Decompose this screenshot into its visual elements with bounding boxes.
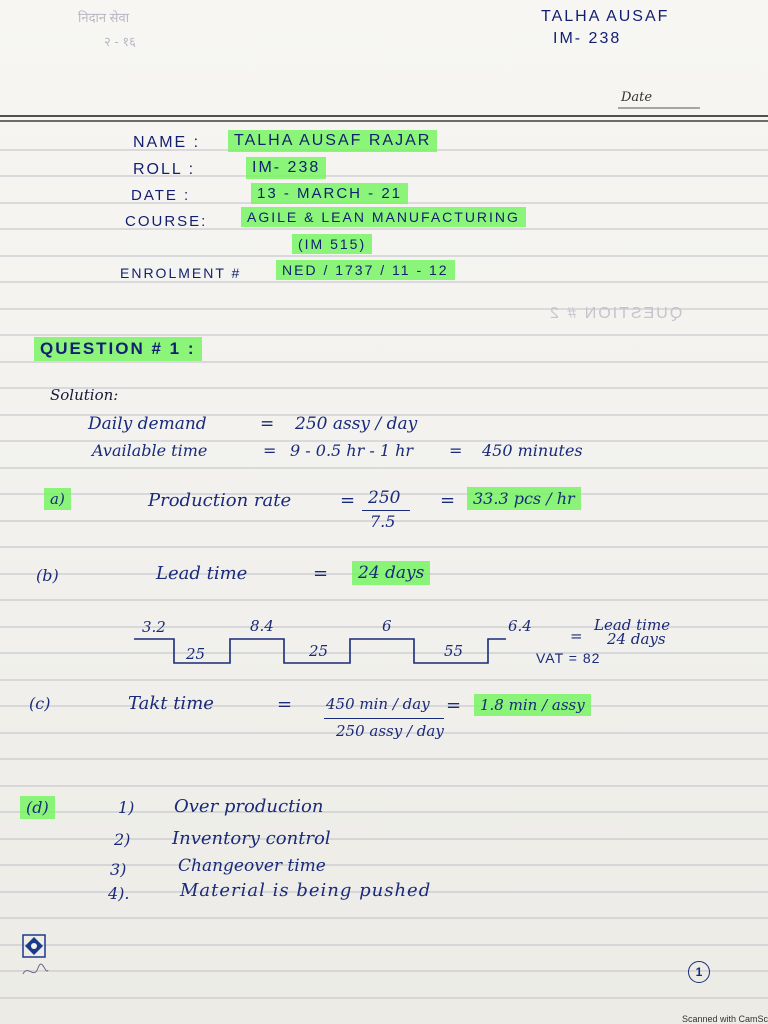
production-rate-label: Production rate bbox=[148, 490, 292, 511]
takt-time-numerator: 450 min / day bbox=[326, 695, 430, 713]
takt-time-equals: = bbox=[277, 694, 293, 715]
vat-total: VAT = 82 bbox=[536, 650, 601, 666]
list-item-number-4: 4). bbox=[108, 884, 130, 903]
lead-time-answer: 24 days bbox=[352, 561, 430, 585]
list-item-number-1: 1) bbox=[118, 798, 135, 817]
date-field-label: Date bbox=[621, 90, 653, 105]
top-right-roll: IM- 238 bbox=[553, 30, 622, 47]
part-b-label: (b) bbox=[36, 566, 59, 585]
production-rate-equals-2: = bbox=[440, 490, 456, 511]
part-a-label: a) bbox=[44, 488, 71, 510]
list-item-text-1: Over production bbox=[174, 796, 324, 817]
lead-time-equals: = bbox=[313, 563, 329, 584]
solution-label: Solution: bbox=[50, 386, 119, 404]
part-c-label: (c) bbox=[29, 694, 51, 713]
list-item-text-2: Inventory control bbox=[172, 828, 331, 849]
available-time-value: 450 minutes bbox=[482, 441, 583, 460]
course-label: COURSE: bbox=[125, 213, 208, 230]
demand-value: 250 assy / day bbox=[295, 414, 418, 434]
enrolment-value: NED / 1737 / 11 - 12 bbox=[276, 260, 455, 280]
available-time-label: Available time bbox=[92, 441, 208, 460]
notebook-brand-mark-icon bbox=[20, 960, 50, 984]
takt-time-answer: 1.8 min / assy bbox=[474, 694, 591, 716]
list-item-number-3: 3) bbox=[110, 860, 127, 879]
course-value: AGILE & LEAN MANUFACTURING bbox=[241, 207, 526, 227]
page-number: 1 bbox=[688, 961, 710, 983]
available-time-equals: = bbox=[263, 441, 277, 460]
available-time-equals-2: = bbox=[449, 441, 463, 460]
date-label: DATE : bbox=[131, 187, 191, 204]
demand-equals: = bbox=[260, 414, 275, 434]
course-code: (IM 515) bbox=[292, 234, 372, 254]
bleed-through-text: QUESTION # 2 bbox=[548, 305, 683, 322]
available-time-expression: 9 - 0.5 hr - 1 hr bbox=[290, 441, 414, 460]
date-value: 13 - MARCH - 21 bbox=[251, 183, 408, 204]
roll-value: IM- 238 bbox=[246, 157, 326, 179]
roll-label: ROLL : bbox=[133, 161, 196, 178]
list-item-text-4: Material is being pushed bbox=[180, 880, 432, 901]
lead-time-total-label: Lead time bbox=[594, 616, 671, 634]
takt-time-equals-2: = bbox=[446, 695, 462, 716]
scanner-watermark: Scanned with CamSc bbox=[681, 1014, 768, 1024]
name-label: NAME : bbox=[133, 134, 201, 151]
production-rate-numerator: 250 bbox=[368, 488, 401, 508]
faint-stamp-line-1: निदान सेवा bbox=[78, 10, 130, 25]
production-rate-denominator: 7.5 bbox=[370, 512, 396, 531]
question-title: QUESTION # 1 : bbox=[34, 337, 202, 361]
production-rate-answer: 33.3 pcs / hr bbox=[467, 487, 581, 510]
production-rate-equals: = bbox=[340, 490, 356, 511]
timeline-upper-2: 8.4 bbox=[250, 617, 274, 635]
timeline-lower-3: 55 bbox=[444, 642, 464, 660]
timeline-equals: = bbox=[570, 627, 583, 645]
lead-time-label: Lead time bbox=[156, 563, 248, 584]
fraction-bar-a bbox=[362, 510, 410, 511]
faint-stamp-line-2: २ - १६ bbox=[104, 34, 136, 49]
demand-label: Daily demand bbox=[88, 414, 207, 434]
notebook-brand-logo-icon bbox=[22, 934, 46, 958]
timeline-lower-2: 25 bbox=[309, 642, 329, 660]
list-item-text-3: Changeover time bbox=[178, 856, 326, 876]
timeline-upper-4: 6.4 bbox=[508, 617, 532, 635]
takt-time-label: Takt time bbox=[128, 693, 214, 714]
takt-time-denominator: 250 assy / day bbox=[336, 722, 444, 740]
enrolment-label: ENROLMENT # bbox=[120, 265, 242, 281]
timeline-lower-1: 25 bbox=[186, 645, 206, 663]
top-right-name: TALHA AUSAF bbox=[541, 8, 670, 25]
fraction-bar-c bbox=[324, 718, 444, 719]
name-value: TALHA AUSAF RAJAR bbox=[228, 130, 437, 152]
timeline-upper-1: 3.2 bbox=[142, 618, 166, 636]
lead-time-total-value: 24 days bbox=[607, 630, 666, 648]
list-item-number-2: 2) bbox=[114, 830, 131, 849]
part-d-label: (d) bbox=[20, 796, 55, 819]
timeline-upper-3: 6 bbox=[382, 617, 392, 635]
